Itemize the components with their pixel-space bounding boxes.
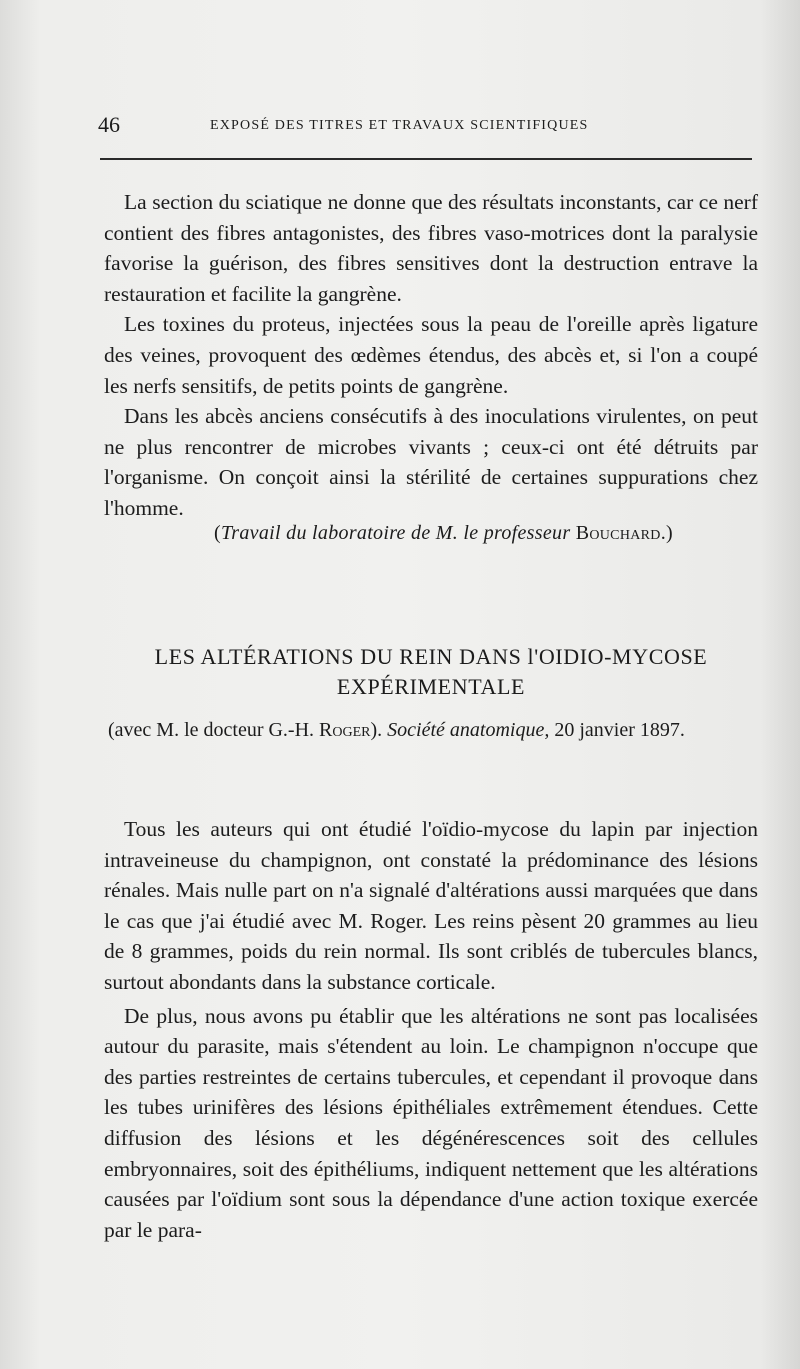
top-text-block [104, 187, 758, 524]
citation-journal: Société anatomique, [387, 719, 550, 741]
paragraph-toxines: Les toxines du proteus, injectées sous la peau de l'oreille après ligature des veines, provoquent des œdèmes étendus, des abcès et, si l'on a coupé les nerfs sensitifs, de petits points de gangrène. [104, 312, 758, 398]
page-header [98, 112, 758, 146]
paragraph-de-plus: De plus, nous avons pu établir que les altérations ne sont pas localisées autour du parasite, mais s'étendent au loin. Le champignon n'occupe que des parties restreintes de certains tubercules, et cependant il provoque dans les tubes urinifères des lésions épithéliales extrêmement étendues. Cette diffusion des lésions et les dégénérescences soit des cellules embryonnaires, soit des épithéliums, indiquent nettement que les altérations causées par l'oïdium sont sous la dépendance d'une action toxique exercée par le para- [104, 1003, 758, 1242]
section-citation: (avec M. le docteur G.-H. Roger). Société anatomique, 20 janvier 1897. [108, 719, 685, 741]
credit-text: Travail du laboratoire de M. le professeur [220, 522, 571, 544]
bottom-text-block [104, 814, 758, 1245]
paragraph-auteurs: Tous les auteurs qui ont étudié l'oïdio-mycose du lapin par injection intraveineuse du champignon, ont constaté la prédominance des lésions rénales. Mais nulle part on n'a signalé d'altérations aussi marquées que dans le cas que j'ai étudié avec M. Roger. Les reins pèsent 20 grammes au lieu de 8 grammes, poids du rein normal. Ils sont criblés de tubercules blancs, surtout abondants dans la substance corticale. [104, 817, 758, 994]
paragraph-abces: Dans les abcès anciens consécutifs à des inoculations virulentes, on peut ne plus rencontrer de microbes vivants ; ceux-ci ont été détruits par l'organisme. On conçoit ainsi la stérilité de certaines suppurations chez l'homme. [104, 404, 758, 520]
paragraph-sciatique: La section du sciatique ne donne que des résultats inconstants, car ce nerf contient des fibres antagonistes, des fibres vaso-motrices dont la paralysie favorise la guérison, des fibres sensitives dont la destruction entrave la restauration et facilite la gangrène. [104, 190, 758, 306]
section-title-line-1: LES ALTÉRATIONS DU REIN DANS l'OIDIO-MYCOSE [154, 644, 708, 669]
citation-author: Roger [319, 719, 371, 741]
citation-date: 20 janvier 1897. [554, 719, 685, 741]
laboratory-credit: (Travail du laboratoire de M. le professeur Bouchard.) [214, 522, 673, 544]
running-title: EXPOSÉ DES TITRES ET TRAVAUX SCIENTIFIQUES [210, 118, 589, 133]
header-rule [100, 158, 752, 160]
section-title-line-2: EXPÉRIMENTALE [336, 674, 526, 699]
credit-professor: Bouchard [575, 522, 661, 544]
page-number: 46 [98, 112, 120, 137]
section-title [104, 642, 758, 702]
